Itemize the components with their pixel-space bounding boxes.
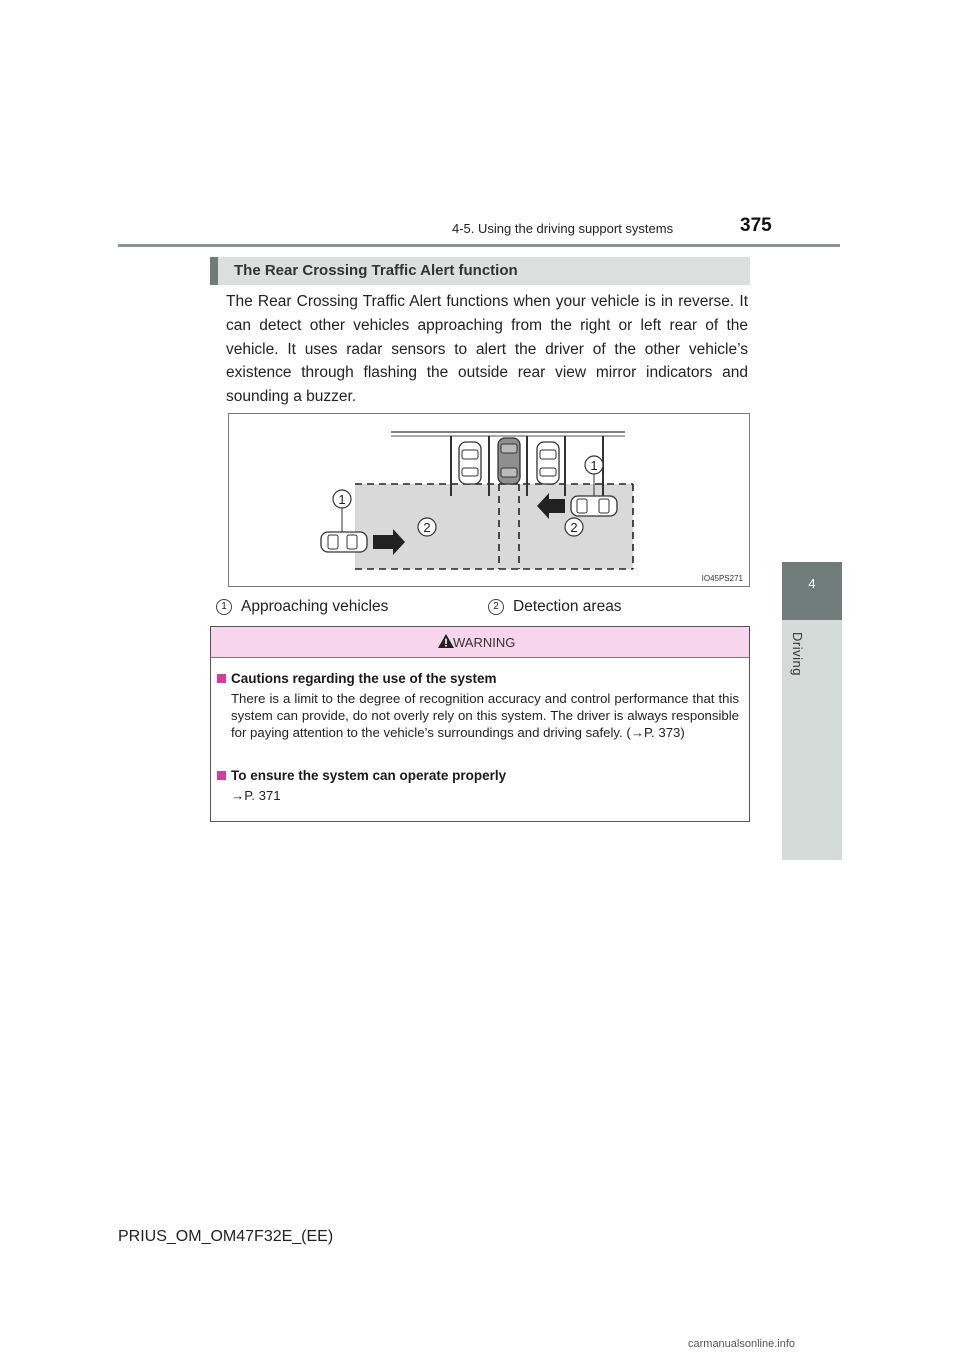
figure-code: IO45PS271	[701, 574, 743, 583]
header-rule	[118, 244, 840, 247]
warning-item-1	[217, 671, 739, 741]
chapter-label: Driving	[790, 632, 805, 676]
warning-box	[210, 626, 750, 822]
header-section-title: 4-5. Using the driving support systems	[452, 221, 674, 236]
warning-item-2-heading: To ensure the system can operate properly	[231, 768, 507, 783]
warning-header	[211, 627, 749, 658]
warning-item-1-text: There is a limit to the degree of recognition accuracy and control performance that this system can provide, do not overly rely on this system. The driver is always responsible for paying attention to the vehicle’s surroundings and driving safely. (→P. 373)	[231, 691, 739, 740]
bullet-icon	[217, 674, 226, 683]
callout-1-left: 1	[338, 492, 346, 507]
callout-2-right: 2	[570, 520, 578, 535]
section-heading-text: The Rear Crossing Traffic Alert function	[234, 262, 518, 279]
chapter-number: 4	[808, 576, 816, 591]
section-heading	[210, 257, 750, 285]
page-number: 375	[740, 215, 772, 236]
legend-label-1: Approaching vehicles	[241, 598, 389, 615]
legend-number-2: 2	[488, 599, 504, 615]
warning-title: WARNING	[453, 635, 516, 650]
callout-2-left: 2	[423, 520, 431, 535]
parked-car-right	[537, 442, 559, 484]
warning-item-2-text: →P. 371	[231, 788, 281, 803]
approaching-vehicle-right	[537, 493, 617, 519]
watermark: carmanualsonline.info	[688, 1338, 796, 1350]
legend-label-2: Detection areas	[513, 598, 622, 615]
intro-paragraph: The Rear Crossing Traffic Alert functions when your vehicle is in reverse. It can detect other vehicles approaching from the right or left rear of the vehicle. It uses radar sensors to alert the driver of the other vehicle’s existence through flashing the outside rear view mirror indicators and sounding a buzzer.	[226, 293, 748, 406]
legend-item-2	[488, 598, 622, 616]
own-vehicle	[498, 438, 520, 484]
rcta-diagram-svg	[229, 414, 749, 586]
legend-number-1: 1	[216, 599, 232, 615]
footer-doc-code: PRIUS_OM_OM47F32E_(EE)	[118, 1228, 334, 1245]
bullet-icon	[217, 771, 226, 780]
legend-item-1	[216, 598, 388, 616]
warning-item-2	[217, 768, 739, 804]
rcta-diagram	[228, 413, 750, 587]
callout-1-right: 1	[590, 458, 598, 473]
chapter-tab	[782, 562, 842, 620]
parked-car-left	[459, 442, 481, 484]
warning-item-1-heading: Cautions regarding the use of the system	[231, 671, 497, 686]
